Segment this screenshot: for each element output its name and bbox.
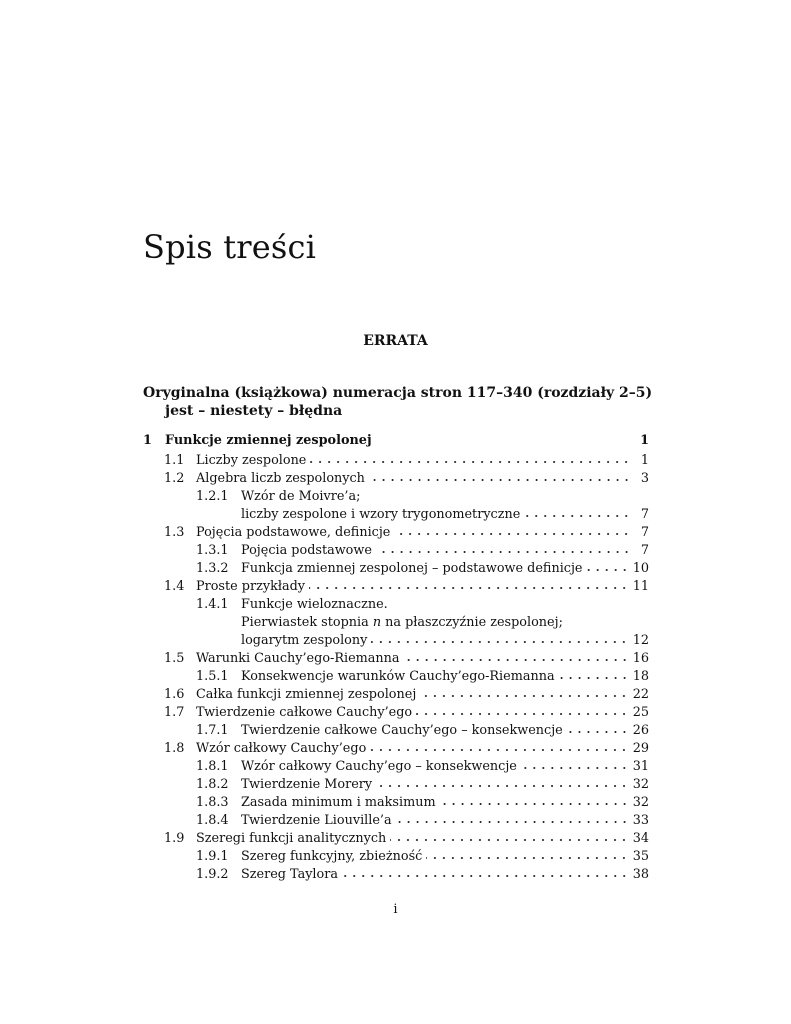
- toc-entry-title: Szereg funkcyjny, zbieżność: [241, 849, 423, 864]
- toc-entry-title: Proste przykłady: [196, 579, 306, 594]
- dot-leader: [376, 776, 629, 788]
- toc-entry-page: 10: [632, 561, 649, 576]
- toc-section[interactable]: [143, 524, 649, 542]
- toc-entry-number: 1.2: [164, 471, 185, 486]
- toc-entry-number: 1.5.1: [196, 669, 229, 684]
- toc-subsection[interactable]: [143, 758, 649, 776]
- toc-entry-page: 7: [640, 543, 649, 558]
- dot-leader: [521, 758, 629, 770]
- dot-leader: [394, 524, 631, 536]
- toc-entry-continuation[interactable]: [143, 632, 649, 650]
- toc-subsection[interactable]: [143, 488, 649, 506]
- dot-leader: [371, 632, 628, 644]
- toc-entry-page: 22: [632, 687, 649, 702]
- toc-entry-number: 1.6: [164, 687, 185, 702]
- toc-entry-title: Całka funkcji zmiennej zespolonej: [196, 687, 417, 702]
- toc-section[interactable]: [143, 704, 649, 722]
- toc-subsection[interactable]: [143, 722, 649, 740]
- toc-section[interactable]: [143, 740, 649, 758]
- toc-entry-title: Algebra liczb zespolonych: [196, 471, 365, 486]
- toc-entry-title: Liczby zespolone: [196, 453, 307, 468]
- toc-entry-page: 34: [632, 831, 649, 846]
- toc-entry-page: 31: [632, 759, 649, 774]
- dot-leader: [440, 794, 629, 806]
- toc-entry-continuation[interactable]: [143, 506, 649, 524]
- toc-entry-number: 1.8.4: [196, 813, 229, 828]
- toc-entry-title: Funkcje wieloznaczne.: [241, 597, 388, 612]
- dot-leader: [376, 542, 631, 554]
- toc-entry-page: 32: [632, 777, 649, 792]
- toc-subsection[interactable]: [143, 542, 649, 560]
- title-part: na płaszczyźnie zespolonej;: [381, 615, 563, 630]
- toc-entry-page: 7: [640, 507, 649, 522]
- toc-entry-number: 1.8: [164, 741, 185, 756]
- toc-entry-number: 1.8.1: [196, 759, 229, 774]
- dot-leader: [426, 848, 628, 860]
- toc-entry-title: Wzór de Moivre’a;: [241, 489, 361, 504]
- toc-section[interactable]: [143, 578, 649, 596]
- toc-entry-page: 35: [632, 849, 649, 864]
- table-of-contents: [143, 432, 649, 884]
- toc-entry-title: Twierdzenie całkowe Cauchy’ego – konsekwencje: [241, 723, 563, 738]
- toc-entry-page: 1: [640, 453, 649, 468]
- toc-entry-title: Funkcja zmiennej zespolonej – podstawowe definicje: [241, 561, 583, 576]
- toc-entry-page: 38: [632, 867, 649, 882]
- dot-leader: [390, 830, 628, 842]
- toc-subsection[interactable]: [143, 866, 649, 884]
- dot-leader: [342, 866, 629, 878]
- toc-entry-page: 18: [632, 669, 649, 684]
- toc-entry-page: 16: [632, 651, 649, 666]
- dot-leader: [396, 812, 629, 824]
- dot-leader: [524, 506, 631, 518]
- toc-subsection[interactable]: [143, 794, 649, 812]
- toc-entry-page: 32: [632, 795, 649, 810]
- toc-subsection[interactable]: [143, 812, 649, 830]
- errata-note: [143, 384, 663, 420]
- toc-entry-title: Konsekwencje warunków Cauchy’ego-Riemanna: [241, 669, 555, 684]
- errata-title: ERRATA: [363, 333, 428, 349]
- toc-chapter-number: 1: [143, 433, 152, 448]
- toc-section[interactable]: [143, 686, 649, 704]
- toc-entry-title: liczby zespolone i wzory trygonometryczne: [241, 507, 521, 522]
- dot-leader: [587, 560, 629, 572]
- toc-entry-page: 3: [640, 471, 649, 486]
- toc-entry-number: 1.8.3: [196, 795, 229, 810]
- toc-entry-title: logarytm zespolony: [241, 633, 368, 648]
- toc-entry-number: 1.2.1: [196, 489, 229, 504]
- toc-section[interactable]: [143, 452, 649, 470]
- toc-entry-title: Pojęcia podstawowe: [241, 543, 372, 558]
- toc-entry-page: 7: [640, 525, 649, 540]
- dot-leader: [369, 470, 631, 482]
- dot-leader: [567, 722, 629, 734]
- math-variable: n: [372, 615, 382, 630]
- toc-entry-number: 1.8.2: [196, 777, 229, 792]
- toc-heading: Spis treści: [143, 228, 317, 266]
- toc-entry-number: 1.4: [164, 579, 185, 594]
- toc-subsection[interactable]: [143, 596, 649, 614]
- toc-entry-page: 33: [632, 813, 649, 828]
- toc-entry-title: Twierdzenie Morery: [241, 777, 373, 792]
- toc-entry-number: 1.4.1: [196, 597, 229, 612]
- toc-entry-title: Twierdzenie Liouville’a: [241, 813, 392, 828]
- toc-entry-title: Twierdzenie całkowe Cauchy’ego: [196, 705, 413, 720]
- dot-leader: [559, 668, 629, 680]
- toc-entry-page: 29: [632, 741, 649, 756]
- dot-leader: [309, 578, 629, 590]
- toc-entry-title: [241, 614, 563, 632]
- toc-chapter[interactable]: [143, 432, 649, 450]
- toc-entry-title: Wzór całkowy Cauchy’ego – konsekwencje: [241, 759, 517, 774]
- toc-entry-number: 1.7: [164, 705, 185, 720]
- toc-subsection[interactable]: [143, 560, 649, 578]
- page-number: i: [393, 902, 398, 917]
- toc-entry-page: 26: [632, 723, 649, 738]
- toc-entry-number: 1.3: [164, 525, 185, 540]
- toc-entry-page: 11: [632, 579, 649, 594]
- toc-entry-number: 1.7.1: [196, 723, 229, 738]
- dot-leader: [370, 740, 628, 752]
- toc-entry-number: 1.9.2: [196, 867, 229, 882]
- toc-entry-number: 1.3.1: [196, 543, 229, 558]
- title-part: Pierwiastek stopnia: [241, 615, 373, 630]
- toc-subsection[interactable]: [143, 848, 649, 866]
- toc-entry-title: Warunki Cauchy’ego-Riemanna: [196, 651, 400, 666]
- errata-line-2: jest – niestety – błędna: [165, 403, 343, 419]
- errata-line-1: Oryginalna (książkowa) numeracja stron 117–340 (rozdziały 2–5): [143, 385, 653, 401]
- toc-entry-number: 1.9.1: [196, 849, 229, 864]
- toc-subsection[interactable]: [143, 668, 649, 686]
- toc-section[interactable]: [143, 830, 649, 848]
- toc-entry-title: Wzór całkowy Cauchy’ego: [196, 741, 367, 756]
- toc-entry-number: 1.9: [164, 831, 185, 846]
- toc-entry-number: 1.1: [164, 453, 185, 468]
- toc-entry-title: Pojęcia podstawowe, definicje: [196, 525, 391, 540]
- dot-leader: [420, 686, 628, 698]
- toc-entry-title: Zasada minimum i maksimum: [241, 795, 436, 810]
- dot-leader: [416, 704, 629, 716]
- toc-chapter-page: 1: [640, 433, 649, 448]
- toc-entry-page: 12: [632, 633, 649, 648]
- toc-entry-number: 1.3.2: [196, 561, 229, 576]
- toc-section[interactable]: [143, 650, 649, 668]
- toc-subsection[interactable]: [143, 776, 649, 794]
- toc-entry-page: 25: [632, 705, 649, 720]
- dot-leader: [310, 452, 631, 464]
- toc-entry-title: Szereg Taylora: [241, 867, 338, 882]
- toc-entry-continuation[interactable]: [143, 614, 649, 632]
- toc-section[interactable]: [143, 470, 649, 488]
- dot-leader: [404, 650, 629, 662]
- toc-chapter-title: Funkcje zmiennej zespolonej: [165, 433, 372, 448]
- toc-entry-title: Szeregi funkcji analitycznych: [196, 831, 387, 846]
- toc-entry-number: 1.5: [164, 651, 185, 666]
